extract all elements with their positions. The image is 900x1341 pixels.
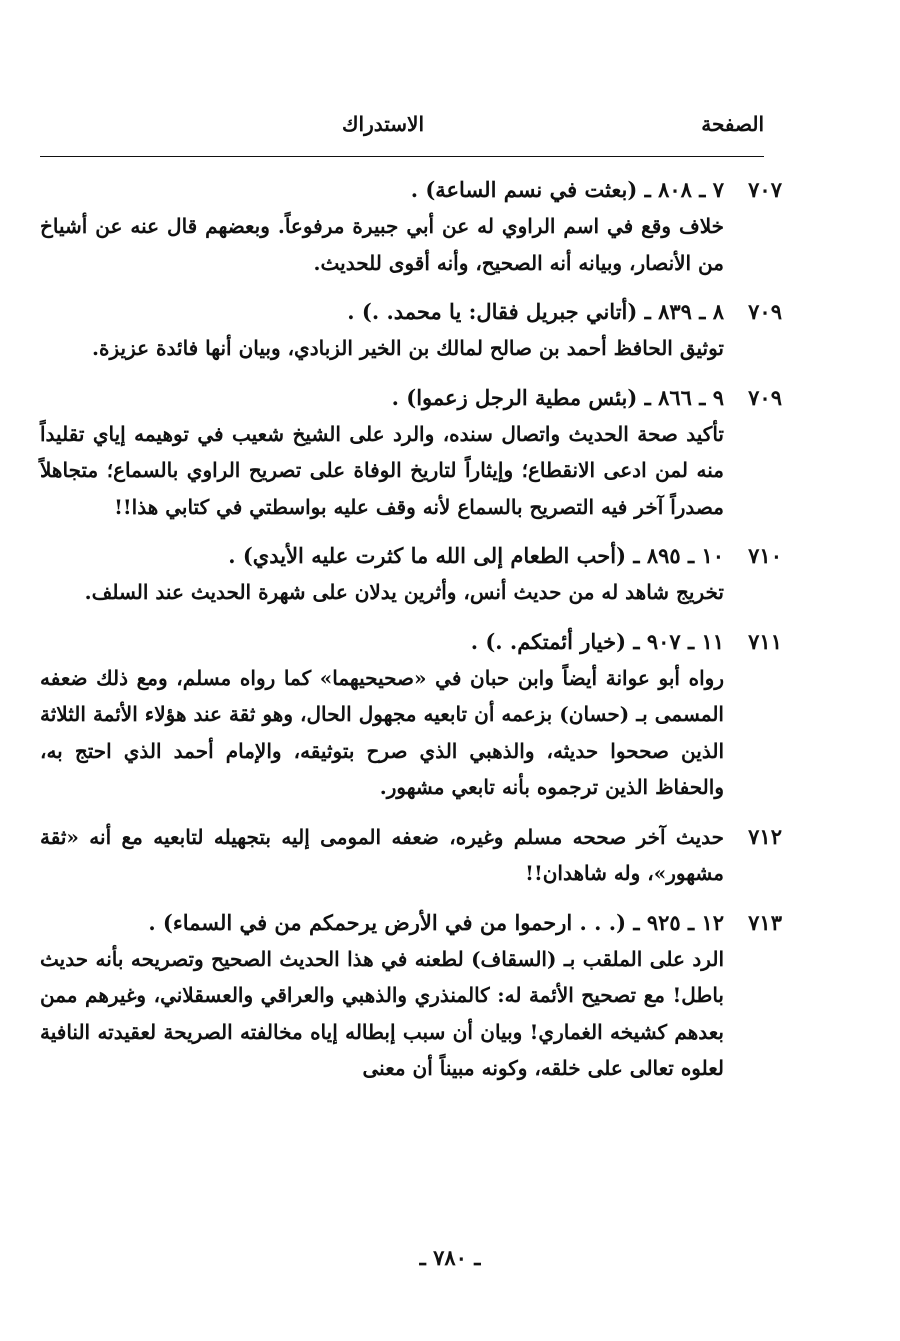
entry-page-number: ٧١١: [748, 628, 782, 654]
entry: [40, 538, 782, 611]
entry-reference: ٩ ـ ٨٦٦ ـ (بئس مطية الرجل زعموا) .: [391, 384, 724, 410]
entry-text: الرد على الملقب بـ (السقاف) لطعنه في هذا الحديث الصحيح وتصريحه بأنه حديث باطل! مع تصحيح الأئمة له: كالمنذري والذهبي والعراقي والعسقلاني، وغيرهم ممن بعدهم كشيخه الغماري! وبيان أن سبب إبطاله إياه مخالفته الصريحة لعقيدته النافية لعلوه تعالى على خلقه، وكونه مبيناً أن معنى: [40, 946, 724, 1080]
entry-text: توثيق الحافظ أحمد بن صالح لمالك بن الخير الزبادي، وبيان أنها فائدة عزيزة.: [92, 336, 724, 360]
page-number-footer: ـ ٧٨٠ ـ: [419, 1245, 481, 1270]
entry: [40, 172, 782, 281]
entry-page-number: ٧١٣: [748, 909, 782, 935]
entry-page-number: ٧١٠: [748, 543, 782, 568]
entry: [40, 380, 782, 526]
entry-reference: ١١ ـ ٩٠٧ ـ (خيار أئمتكم. .) .: [470, 628, 724, 654]
entry-text: تخريج شاهد له من حديث أنس، وأثرين يدلان على شهرة الحديث عند السلف.: [84, 580, 724, 604]
entry-page-number: ٧١٢: [748, 823, 782, 849]
header-divider: [40, 156, 764, 157]
entry-page-number: ٧٠٩: [748, 384, 782, 410]
entry-page-number: ٧٠٩: [748, 299, 782, 324]
entry-page-number: ٧٠٧: [748, 177, 782, 202]
entries-list: [40, 172, 782, 1100]
page-header: [40, 112, 764, 148]
entry-reference: ٨ ـ ٨٣٩ ـ (أتاني جبريل فقال: يا محمد. .) .: [347, 299, 724, 324]
entry-text: رواه أبو عوانة أيضاً وابن حبان في «صحيحيهما» كما رواه مسلم، ومع ذلك ضعفه المسمى بـ (حسان) بزعمه أن تابعيه مجهول الحال، وهو ثقة عند هؤلاء الأئمة الثلاثة الذين صححوا حديثه، والذهبي الذي صرح بتوثيقه، والإمام أحمد الذي احتج به، والحفاظ الذين ترجموه بأنه تابعي مشهور.: [40, 665, 724, 799]
entry: [40, 624, 782, 806]
page-column-label: الصفحة: [701, 112, 764, 136]
entry-text: خلاف وقع في اسم الراوي له عن أبي جبيرة مرفوعاً. وبعضهم قال عنه عن أشياخ من الأنصار، وبيانه أنه الصحيح، وأنه أقوى للحديث.: [40, 214, 724, 275]
entry: [40, 294, 782, 367]
entry-text: تأكيد صحة الحديث واتصال سنده، والرد على الشيخ شعيب في توهيمه إياي تقليداً منه لمن ادعى الانقطاع؛ وإيثاراً لتاريخ الوفاة على تصريح الراوي بالسماع؛ متجاهلاً مصدراً آخر فيه التصريح بالسماع لأنه وقف عليه بواسطتي في كتابي هذا!!: [40, 421, 724, 519]
entry-reference: ٧ ـ ٨٠٨ ـ (بعثت في نسم الساعة) .: [410, 177, 724, 202]
entry-reference: ١٢ ـ ٩٢٥ ـ (. . . ارحموا من في الأرض يرحمكم من في السماء) .: [148, 909, 724, 935]
entry-text: حديث آخر صححه مسلم وغيره، ضعفه المومى إليه بتجهيله لتابعيه مع أنه «ثقة مشهور»، وله شاهدان!!: [40, 824, 724, 885]
entry-reference: ١٠ ـ ٨٩٥ ـ (أحب الطعام إلى الله ما كثرت عليه الأيدي) .: [228, 543, 724, 568]
header-title: الاستدراك: [342, 112, 424, 136]
entry: [40, 905, 782, 1087]
entry: [40, 819, 782, 892]
